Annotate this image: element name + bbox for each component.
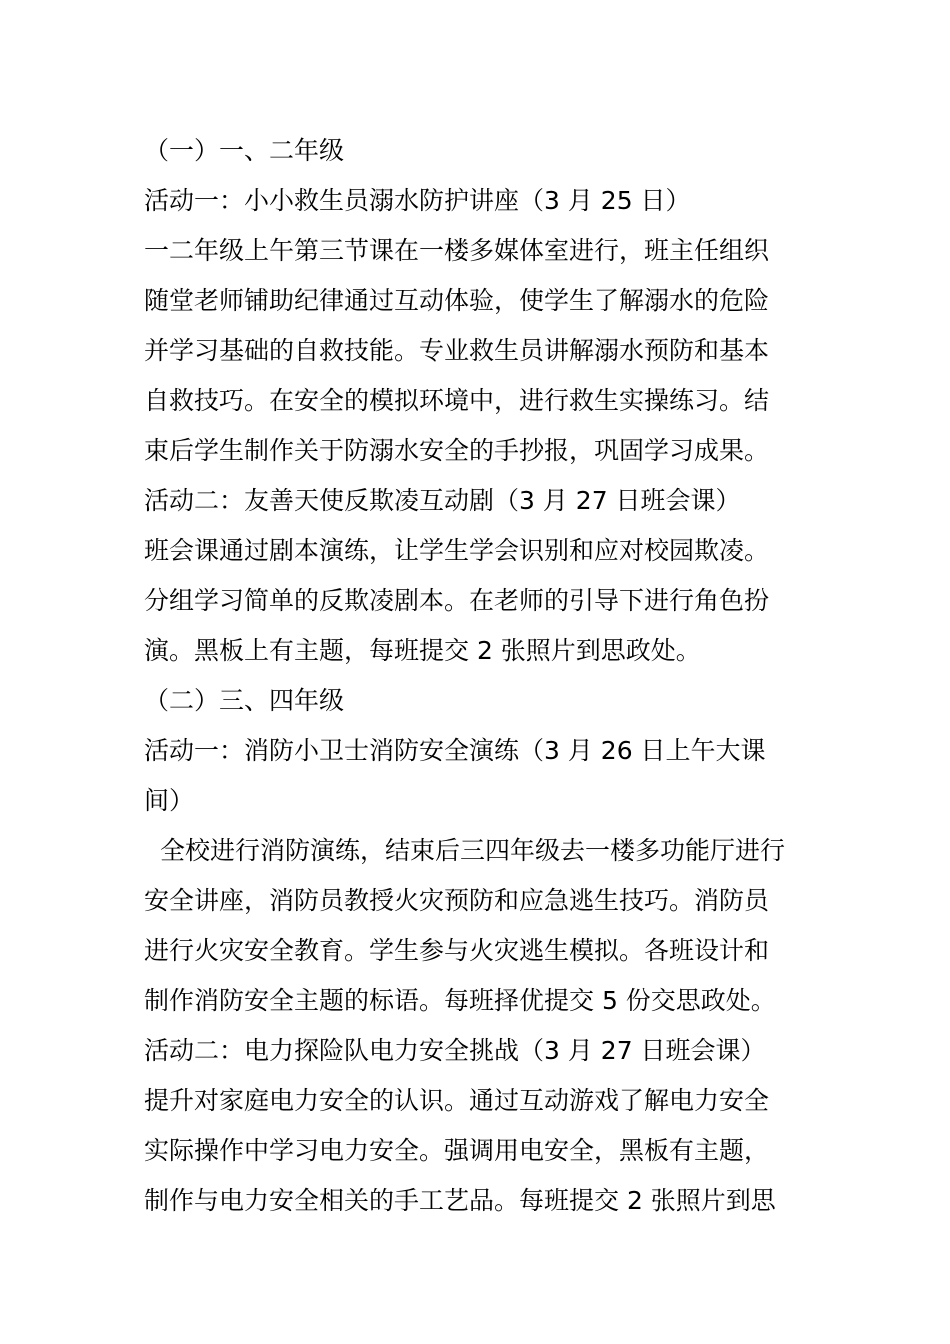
activity-title: 间） (144, 786, 195, 815)
document-body (144, 126, 808, 1226)
activity-title: 活动一：小小救生员溺水防护讲座（3 月 25 日） (144, 186, 691, 215)
paragraph-line: 提升对家庭电力安全的认识。通过互动游戏了解电力安全 (144, 1086, 770, 1115)
paragraph-line: 制作与电力安全相关的手工艺品。每班提交 2 张照片到思 (144, 1186, 776, 1215)
paragraph-line: 班会课通过剧本演练，让学生学会识别和应对校园欺凌。 (144, 536, 770, 565)
paragraph-line: 进行火灾安全教育。学生参与火灾逃生模拟。各班设计和 (144, 936, 770, 965)
paragraph-line: 并学习基础的自救技能。专业救生员讲解溺水预防和基本 (144, 336, 770, 365)
paragraph-line: 实际操作中学习电力安全。强调用电安全，黑板有主题， (144, 1136, 770, 1165)
paragraph-line: 演。黑板上有主题，每班提交 2 张照片到思政处。 (144, 636, 701, 665)
paragraph-line: 一二年级上午第三节课在一楼多媒体室进行，班主任组织 (144, 236, 770, 265)
paragraph-line: 束后学生制作关于防溺水安全的手抄报，巩固学习成果。 (144, 436, 770, 465)
activity-title: 活动二：电力探险队电力安全挑战（3 月 27 日班会课） (144, 1036, 766, 1065)
paragraph-line: 安全讲座，消防员教授火灾预防和应急逃生技巧。消防员 (144, 886, 770, 915)
section-heading: （一）一、二年级 (144, 136, 345, 165)
paragraph-line: 制作消防安全主题的标语。每班择优提交 5 份交思政处。 (144, 986, 776, 1015)
paragraph-line: 全校进行消防演练，结束后三四年级去一楼多功能厅进行 (160, 836, 786, 865)
activity-title: 活动二：友善天使反欺凌互动剧（3 月 27 日班会课） (144, 486, 741, 515)
paragraph-line: 自救技巧。在安全的模拟环境中，进行救生实操练习。结 (144, 386, 770, 415)
paragraph-line: 随堂老师铺助纪律通过互动体验，使学生了解溺水的危险 (144, 286, 770, 315)
section-heading: （二）三、四年级 (144, 686, 345, 715)
activity-title: 活动一：消防小卫士消防安全演练（3 月 26 日上午大课 (144, 736, 766, 765)
paragraph-line: 分组学习简单的反欺凌剧本。在老师的引导下进行角色扮 (144, 586, 770, 615)
